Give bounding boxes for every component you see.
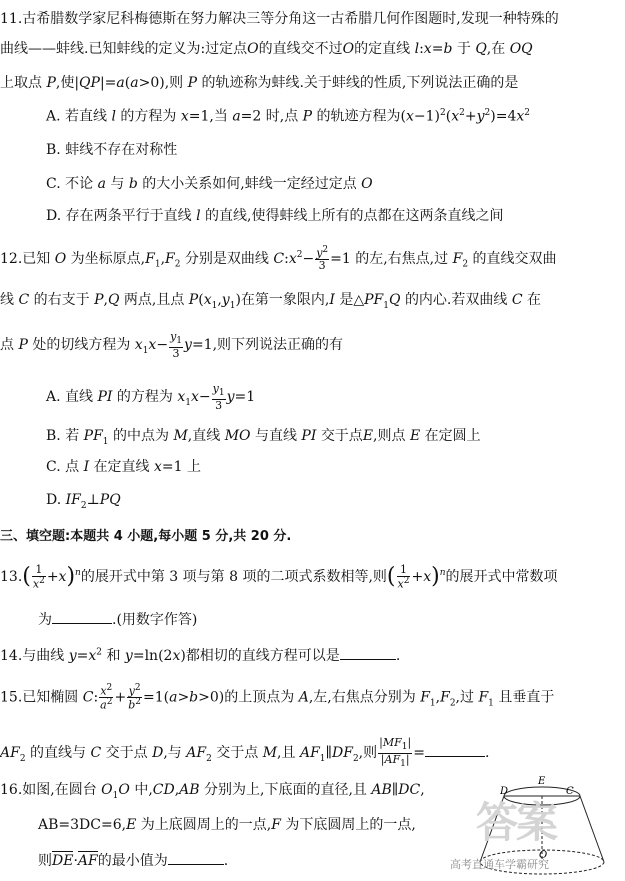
q11-option-a: A. 若直线 l 的方程为 x=1,当 a=2 时,点 P 的轨迹方程为$(x-1)^2(x^2+y^2)=4x^2$ — [46, 108, 531, 125]
q12-line1: 12.已知 O 为坐标原点$,F_1,F_2$ 分别是双曲线 $C:x^2-$ $\frac{y^2}{3}$ =1 的左,右焦点,过 $F_2$ 的直线交双曲 — [0, 245, 557, 273]
q15-line1: 15.已知椭圆 C: $\frac{x^2}{a^2}$ + $\frac{y^2}{b^2}$ =1(a>b>0)的上顶点为 A,左,右焦点分别为 $F_1,F_2$,过 $F_1$ 且垂直于 — [0, 683, 555, 712]
q12-line2: 线 C 的右支于 P,Q 两点,且点 $P(x_1,y_1)$在第一象限内,I 是$\triangle PF_1Q$ 的内心.若双曲线 C 在 — [0, 292, 542, 311]
q16-line1: 16.如图,在圆台 $O_1O$ 中,CD,AB 分别为上,下底面的直径,且 AB∥DC, — [0, 782, 425, 801]
watermark-text: 高考直通车学霸研究 — [450, 858, 549, 871]
q11-line2: 曲线——蚌线.已知蚌线的定义为:过定点O的直线交不过O的定直线 l:x=b 于 Q,在 OQ — [0, 41, 533, 57]
q16-line3: 则DE·AF的最小值为 . — [38, 853, 229, 869]
watermark-logo: 答案 — [476, 798, 557, 847]
q15-answer-blank[interactable] — [425, 744, 485, 757]
q12-option-d: D. $IF_2\perp PQ$ — [46, 492, 121, 511]
q12-line3: 点 P 处的切线方程为 $x_1x-$ $\frac{y_1}{3}$ y=1,则下列说法正确的有 — [0, 330, 344, 360]
right-generatrix — [580, 796, 604, 862]
q12-option-a: A. 直线 PI 的方程为 $x_1x-$ $\frac{y_1}{3}$ y=1 — [46, 382, 256, 412]
q14-answer-blank[interactable] — [340, 647, 396, 660]
q13-line2: 为 .(用数字作答) — [38, 612, 198, 628]
section-3-heading: 三、填空题:本题共 4 小题,每小题 5 分,共 20 分. — [0, 529, 292, 544]
q11-line1: 11.古希腊数学家尼科梅德斯在努力解决三等分角这一古希腊几何作图题时,发现一种特殊的 — [0, 11, 559, 27]
q16-answer-blank[interactable] — [168, 852, 224, 865]
q13-answer-blank[interactable] — [52, 611, 112, 624]
label-c: C — [566, 786, 574, 797]
label-o: O — [539, 850, 548, 861]
q11-option-d: D. 存在两条平行于直线 l 的直线,使得蚌线上所有的点都在这两条直线之间 — [46, 208, 504, 224]
label-d: D — [500, 786, 509, 797]
q12-option-c: C. 点 I 在定直线 x=1 上 — [46, 459, 202, 475]
q16-line2: AB=3DC=6,E 为上底圆周上的一点,F 为下底圆周上的一点, — [38, 817, 416, 833]
q11-option-b: B. 蚌线不存在对称性 — [46, 142, 178, 158]
label-e: E — [538, 776, 546, 787]
q15-line2: $AF_2$ 的直线与 C 交于点 D,与 $AF_2$ 交于点 M,且 $AF_1\parallel DF_2$,则 $\frac{|MF_1|}{|AF_1|}$ = . — [0, 736, 490, 769]
q14-line: 14.与曲线 $y=x^2$ 和 y=ln(2x)都相切的直线方程可以是 . — [0, 647, 401, 664]
q11-line3: 上取点 P,使|QP|=a(a>0),则 P 的轨迹称为蚌线.关于蚌线的性质,下列说法正确的是 — [0, 75, 519, 91]
q13-line1: 13.( $\frac{1}{x^2}$ +x)$^n$的展开式中第 3 项与第 8 项的二项式系数相等,则( $\frac{1}{x^2}$ +x)$^n$的展开式中常数项 — [0, 563, 558, 591]
q11-option-c: C. 不论 a 与 b 的大小关系如何,蚌线一定经过定点 O — [46, 176, 373, 192]
q12-option-b: B. 若 $PF_1$ 的中点为 M,直线 MO 与直线 PI 交于点E,则点 E 在定圆上 — [46, 428, 481, 447]
